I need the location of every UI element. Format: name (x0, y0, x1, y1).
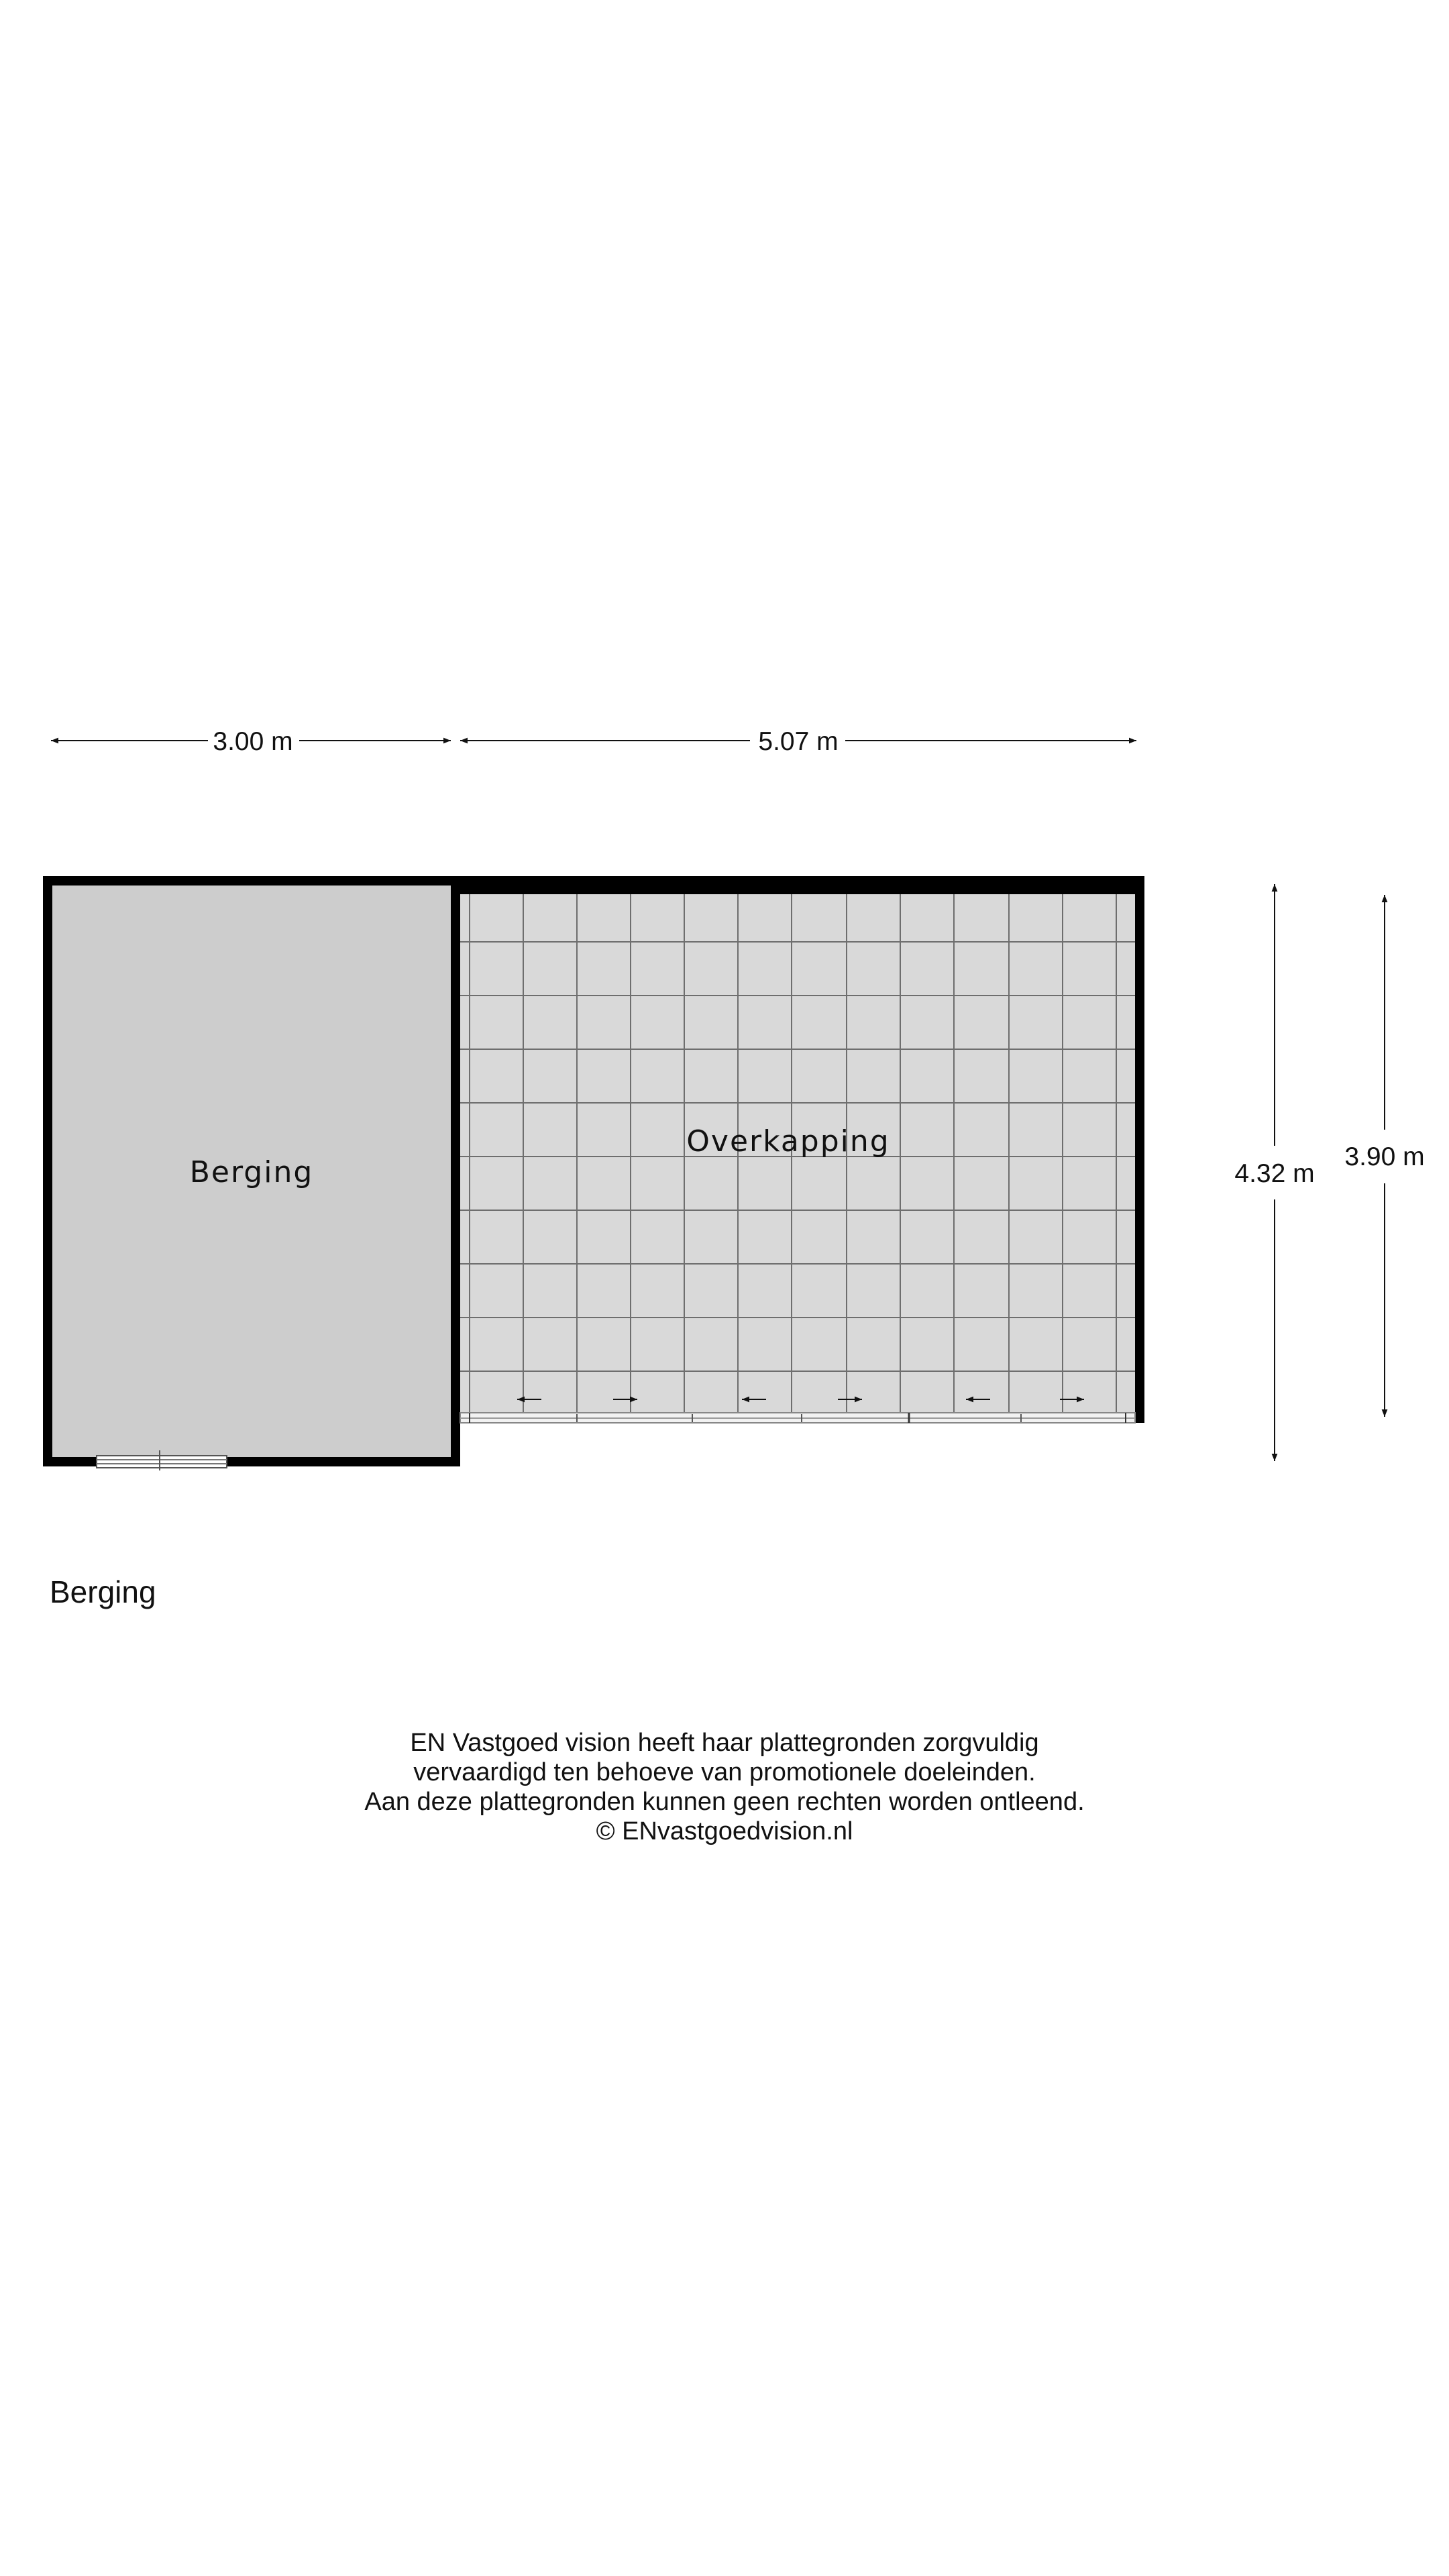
overkapping-wall-top (460, 876, 1144, 894)
berging-label: Berging (189, 1155, 314, 1189)
disclaimer-line: Aan deze plattegronden kunnen geen rechten worden ontleend. (364, 1788, 1085, 1816)
dimension-overkapping-depth (1344, 895, 1424, 1417)
berging-wall-left (43, 876, 52, 1466)
berging-width-label: 3.00 m (213, 727, 293, 756)
overkapping-wall-right (1135, 876, 1144, 1423)
berging-wall-bottom-right (227, 1457, 460, 1466)
overkapping-label: Overkapping (686, 1124, 890, 1159)
overkapping-width-label: 5.07 m (758, 727, 839, 756)
berging-wall-bottom-left (43, 1457, 97, 1466)
overkapping-room (460, 876, 1144, 1423)
disclaimer-copyright: © ENvastgoedvision.nl (596, 1817, 853, 1845)
dimension-total-depth (1234, 884, 1314, 1461)
dimension-overkapping-width (460, 727, 1136, 756)
disclaimer (0, 1728, 1449, 1846)
disclaimer-line: EN Vastgoed vision heeft haar plattegronden zorgvuldig (410, 1729, 1039, 1757)
floor-title: Berging (50, 1574, 156, 1609)
berging-room (43, 876, 460, 1470)
dimension-berging-width (51, 727, 451, 756)
total-depth-label: 4.32 m (1234, 1159, 1315, 1188)
sliding-front (460, 1413, 1135, 1423)
overkapping-depth-label: 3.90 m (1344, 1142, 1425, 1171)
berging-wall-right (451, 876, 460, 1466)
berging-wall-top (43, 876, 459, 885)
disclaimer-line: vervaardigd ten behoeve van promotionele doeleinden. (413, 1758, 1036, 1786)
